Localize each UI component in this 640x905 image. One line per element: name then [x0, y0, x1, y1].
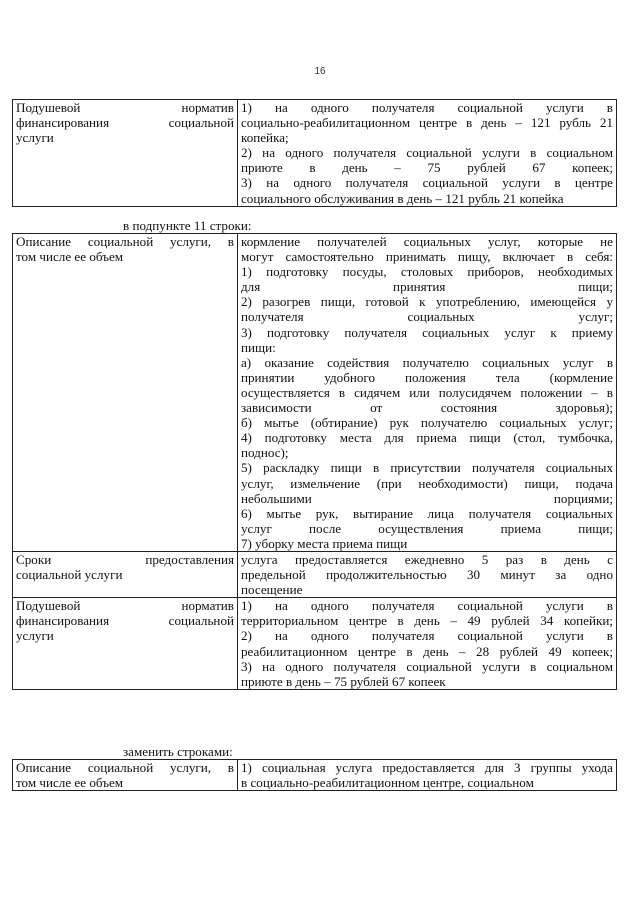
value-line: услуга предоставляется ежедневно 5 раз в день с: [241, 551, 613, 567]
value-line: поднос);: [241, 445, 289, 461]
value-line: 3) на одного получателя социальной услуги в социальном: [241, 658, 613, 674]
label-line: финансирования социальной: [16, 613, 234, 629]
value-line: б) мытье (обтирание) рук получателю социальных услуг;: [241, 415, 613, 431]
value-line: 2) разогрев пищи, готовой к употреблению, имеющейся у: [241, 294, 613, 310]
service-table-bottom: [12, 759, 617, 791]
value-line: услуг, измельчение (при необходимости) пищи, подача: [241, 475, 613, 491]
value-line: 5) раскладку пищи в присутствии получателя социальных: [241, 460, 613, 476]
value-line: принятии удобного положения тела (кормление: [241, 369, 613, 385]
row-value-cell: [238, 234, 617, 552]
row-value-cell: [238, 760, 617, 791]
value-line: 1) подготовку посуды, столовых приборов, необходимых: [241, 264, 613, 280]
value-line: кормление получателей социальных услуг, которые не: [241, 234, 613, 249]
row-label-cell: [13, 598, 238, 690]
value-line: 3) на одного получателя социальной услуги в центре: [241, 175, 613, 191]
row-label-cell: [13, 760, 238, 791]
value-line: приюте в день – 75 рублей 67 копеек: [241, 673, 446, 689]
value-line: предельной продолжительностью 30 минут за одно: [241, 567, 613, 583]
value-line: реабилитационном центре в день – 28 рублей 49 копеек;: [241, 643, 613, 659]
value-line: услуг после осуществления приема пищи;: [241, 520, 613, 536]
caption-replace-with: заменить строками:: [123, 744, 233, 759]
label-line: услуги: [16, 130, 54, 146]
label-line: услуги: [16, 628, 54, 644]
row-value-cell: [238, 551, 617, 597]
value-line: приюте в день – 75 рублей 67 копеек;: [241, 160, 613, 176]
value-line: 1) на одного получателя социальной услуги в: [241, 598, 613, 614]
service-table-top: [12, 99, 617, 207]
value-line: копейка;: [241, 130, 289, 146]
value-line: 3) подготовку получателя социальных услуг к приему: [241, 324, 613, 340]
value-line: посещение: [241, 582, 303, 598]
value-line: для принятия пищи;: [241, 279, 613, 295]
value-line: а) оказание содействия получателю социальных услуг в: [241, 354, 613, 370]
label-line: Описание социальной услуги, в: [16, 760, 234, 775]
label-line: Подушевой норматив: [16, 598, 234, 614]
label-line: Описание социальной услуги, в: [16, 234, 234, 249]
row-label-cell: [13, 234, 238, 552]
caption-subitem-11: в подпункте 11 строки:: [123, 218, 252, 233]
value-line: социального обслуживания в день – 121 рубль 21 копейка: [241, 190, 564, 206]
value-line: 2) на одного получателя социальной услуги в социальном: [241, 145, 613, 161]
value-line: 6) мытье рук, вытирание лица получателя социальных: [241, 505, 613, 521]
value-line: могут самостоятельно принимать пищу, включает в себя:: [241, 249, 613, 265]
page-number: 16: [314, 66, 326, 77]
value-line: 7) уборку места приема пищи: [241, 535, 408, 551]
value-line: 1) социальная услуга предоставляется для 3 группы ухода: [241, 760, 613, 775]
label-line: Сроки предоставления: [16, 551, 234, 567]
value-line: небольшими порциями;: [241, 490, 613, 506]
value-line: социально-реабилитационном центре в день – 121 рубль 21: [241, 115, 613, 131]
table-row: [13, 760, 617, 791]
label-line: Подушевой норматив: [16, 100, 234, 115]
table-row: [13, 598, 617, 690]
value-line: 4) подготовку места для приема пищи (стол, тумбочка,: [241, 430, 613, 446]
table-row: [13, 100, 617, 207]
value-line: получателя социальных услуг;: [241, 309, 613, 325]
label-line: социальной услуги: [16, 567, 123, 583]
value-line: осуществляется в сидячем или полусидячем положении – в: [241, 384, 613, 400]
label-line: финансирования социальной: [16, 115, 234, 131]
table-row: [13, 551, 617, 597]
value-line: территориальном центре в день – 49 рублей 34 копейки;: [241, 613, 613, 629]
value-line: 2) на одного получателя социальной услуги в: [241, 628, 613, 644]
label-line: том числе ее объем: [16, 249, 124, 265]
row-value-cell: [238, 598, 617, 690]
row-label-cell: [13, 100, 238, 207]
service-table-middle: [12, 233, 617, 690]
row-value-cell: [238, 100, 617, 207]
label-line: том числе ее объем: [16, 775, 124, 791]
table-row: [13, 234, 617, 552]
value-line: в социально-реабилитационном центре, социальном: [241, 775, 534, 791]
value-line: зависимости от состояния здоровья);: [241, 400, 613, 416]
value-line: 1) на одного получателя социальной услуги в: [241, 100, 613, 115]
value-line: пищи:: [241, 339, 276, 355]
row-label-cell: [13, 551, 238, 597]
